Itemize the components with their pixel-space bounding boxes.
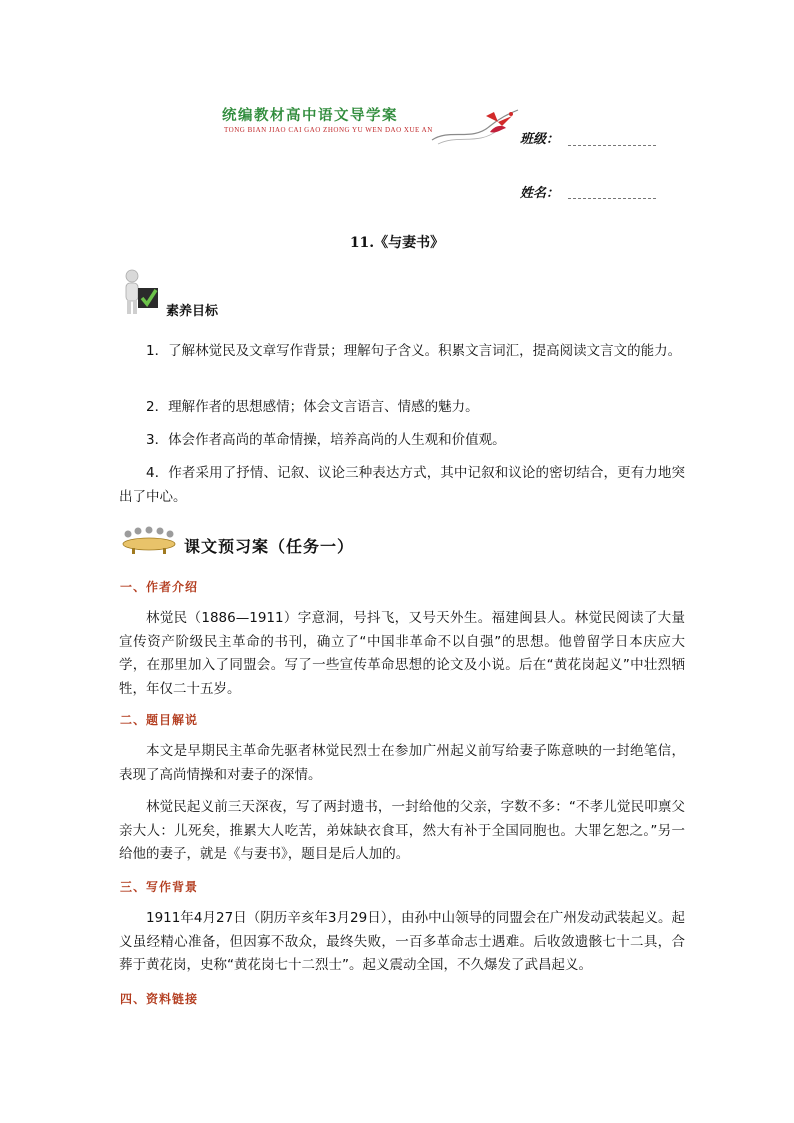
section-heading-background: 三、写作背景	[120, 880, 199, 894]
name-label: 姓名：	[520, 186, 560, 201]
banner-bird-logo	[428, 104, 520, 148]
section-author-paragraph: 林觉民（1886—1911）字意洞，号抖飞，又号天外生。福建闽县人。林觉民阅读了大量宣传资产阶级民主革命的书刊，确立了“中国非革命不以自强”的思想。他曾留学日本庆应大学，在那里加入了同盟会。写了一些宣传革命思想的论文及小说。后在“黄花岗起义”中壮烈牺牲，年仅二十五岁。	[119, 610, 685, 697]
class-input-line[interactable]	[568, 144, 656, 146]
banner-subtitle: TONG BIAN JIAO CAI GAO ZHONG YU WEN DAO XUE AN	[224, 126, 433, 134]
section-heading-materials: 四、资料链接	[120, 992, 199, 1006]
name-input-line[interactable]	[568, 197, 656, 199]
goals-heading: 素养目标	[166, 304, 219, 319]
checkmark-figure-icon	[118, 268, 160, 316]
goal-item-2: 2．理解作者的思想感情；体会文言语言、情感的魅力。	[146, 399, 479, 415]
class-label: 班级：	[520, 132, 560, 147]
document-title: 11.《与妻书》	[349, 235, 445, 251]
goal-item-4: 4．作者采用了抒情、记叙、议论三种表达方式，其中记叙和议论的密切结合，更有力地突出了中心。	[119, 465, 685, 505]
section-heading-title-explanation: 二、题目解说	[120, 713, 199, 727]
goal-item-3: 3．体会作者高尚的革命情操，培养高尚的人生观和价值观。	[146, 432, 506, 448]
preview-heading: 课文预习案（任务一）	[184, 537, 355, 556]
section-background-paragraph: 1911年4月27日（阴历辛亥年3月29日），由孙中山领导的同盟会在广州发动武装起义。起义虽经精心准备，但因寡不敌众，最终失败，一百多革命志士遇难。后收敛遗骸七十二具，合葬于黄花岗，史称“黄花岗七十二烈士”。起义震动全国，不久爆发了武昌起义。	[119, 910, 685, 973]
section-title-paragraph-1: 本文是早期民主革命先驱者林觉民烈士在参加广州起义前写给妻子陈意映的一封绝笔信，表现了高尚情操和对妻子的深情。	[119, 743, 685, 783]
section-heading-author: 一、作者介绍	[120, 580, 199, 594]
meeting-table-icon	[120, 524, 178, 554]
banner-title: 统编教材高中语文导学案	[222, 108, 398, 124]
section-title-paragraph-2: 林觉民起义前三天深夜，写了两封遗书，一封给他的父亲，字数不多：“不孝儿觉民叩禀父亲大人：儿死矣，推累大人吃苦，弟妹缺衣食耳，然大有补于全国同胞也。大罪乞恕之。”另一给他的妻子，就是《与妻书》，题目是后人加的。	[119, 799, 685, 862]
goal-item-1: 1．了解林觉民及文章写作背景；理解句子含义。积累文言词汇，提高阅读文言文的能力。	[146, 343, 682, 359]
